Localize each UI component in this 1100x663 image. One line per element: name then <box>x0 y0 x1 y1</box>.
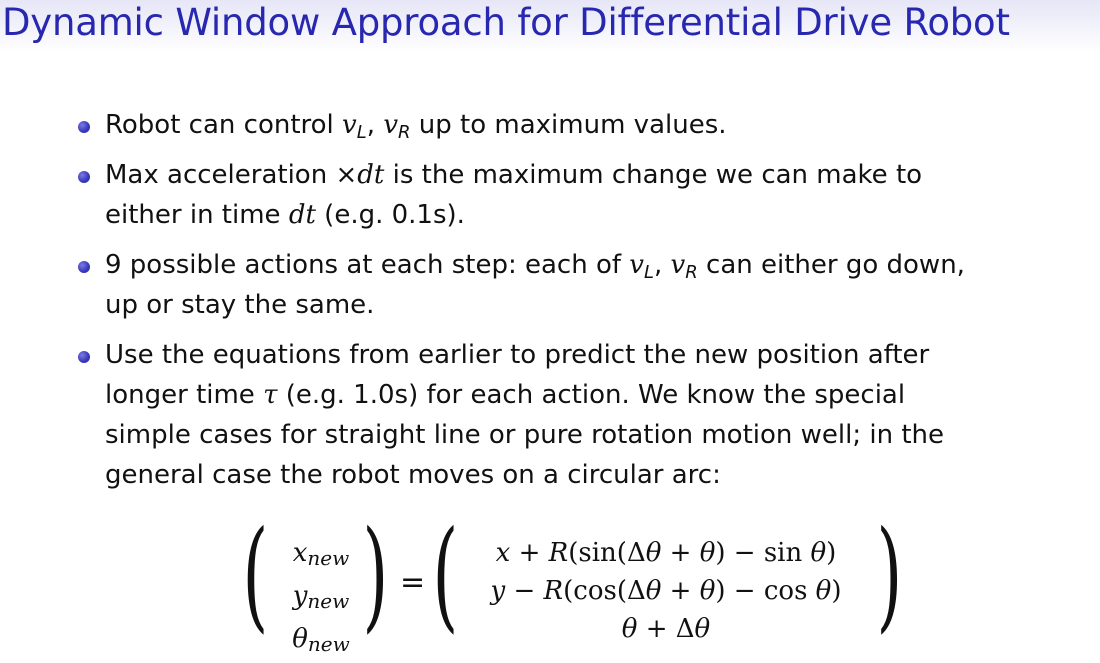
text-run: Max acceleration <box>105 160 336 190</box>
math-subscript: L <box>356 122 367 143</box>
text-run: ) <box>826 538 837 568</box>
equation-row <box>456 610 876 648</box>
math-symbol: θ <box>645 538 662 568</box>
math-symbol: v <box>670 250 686 280</box>
math-symbol: θ <box>645 576 662 606</box>
text-run: is the maximum change we can make to <box>384 160 923 190</box>
text-run: (cos(Δ <box>563 576 646 606</box>
text-run: + <box>661 538 700 568</box>
math-symbol: θ <box>699 576 716 606</box>
text-run: either in time <box>105 200 289 230</box>
text-run: (e.g. 0.1s). <box>315 200 465 230</box>
text-run: ) − sin <box>715 538 811 568</box>
right-paren-open: ( <box>432 506 459 645</box>
text-run: × <box>335 160 358 190</box>
math-subscript: R <box>685 262 698 283</box>
text-run: can either go down, <box>697 250 965 280</box>
equation-row <box>276 620 366 663</box>
bullet-line <box>105 110 727 148</box>
left-paren-close: ) <box>362 506 389 645</box>
text-run: Use the equations from earlier to predict the new position after <box>105 340 930 370</box>
math-symbol: y <box>490 576 506 606</box>
text-run: up to maximum values. <box>410 110 727 140</box>
equals-sign: = <box>400 565 426 600</box>
text-run: longer time <box>105 380 264 410</box>
motion-equation <box>242 506 926 656</box>
left-paren-open: ( <box>242 506 269 645</box>
text-run: up or stay the same. <box>105 290 375 320</box>
math-symbol: v <box>629 250 644 280</box>
math-symbol: θ <box>815 576 832 606</box>
right-paren-close: ) <box>876 506 903 645</box>
math-symbol: x <box>292 538 308 568</box>
math-symbol: θ <box>292 624 308 654</box>
math-subscript: new <box>307 546 350 570</box>
text-run: simple cases for straight line or pure rotation motion well; in the <box>105 420 945 450</box>
text-run: ) − cos <box>715 576 816 606</box>
math-symbol: dt <box>357 160 385 190</box>
math-symbol: R <box>548 538 569 568</box>
bullet-line <box>105 290 374 320</box>
text-run: ) <box>831 576 842 606</box>
math-symbol: x <box>495 538 511 568</box>
math-symbol: θ <box>810 538 827 568</box>
bullet-line <box>105 420 944 450</box>
equation-row <box>276 577 366 620</box>
math-symbol: R <box>543 576 564 606</box>
title-bar <box>0 0 1100 52</box>
math-symbol: dt <box>288 200 316 230</box>
math-symbol: θ <box>694 614 711 644</box>
text-run: 9 possible actions at each step: each of <box>105 250 630 280</box>
text-run: + <box>510 538 549 568</box>
bullet-line <box>105 460 721 490</box>
math-subscript: R <box>398 122 411 143</box>
equation-row <box>276 534 366 577</box>
text-run: (sin(Δ <box>568 538 646 568</box>
text-run: (e.g. 1.0s) for each action. We know the special <box>277 380 906 410</box>
bullet-icon <box>78 171 90 183</box>
bullet-icon <box>78 351 90 363</box>
text-run: + Δ <box>637 614 695 644</box>
bullet-line <box>105 200 465 230</box>
equation-lhs <box>276 534 366 663</box>
math-symbol: θ <box>621 614 638 644</box>
text-run: , <box>366 110 384 140</box>
bullet-line <box>105 340 929 370</box>
math-subscript: L <box>643 262 655 283</box>
equation-rhs <box>456 534 876 648</box>
equation-row <box>456 572 876 610</box>
text-run: + <box>661 576 700 606</box>
math-subscript: new <box>307 632 350 656</box>
math-symbol: v <box>383 110 399 140</box>
text-run: Robot can control <box>105 110 343 140</box>
math-symbol: τ <box>263 380 278 410</box>
bullet-line <box>105 380 905 410</box>
text-run: − <box>505 576 544 606</box>
bullet-line <box>105 250 965 288</box>
math-subscript: new <box>307 589 350 613</box>
math-symbol: θ <box>699 538 716 568</box>
text-run: general case the robot moves on a circular arc: <box>105 460 721 490</box>
math-symbol: y <box>292 581 308 611</box>
bullet-icon <box>78 121 90 133</box>
bullet-icon <box>78 261 90 273</box>
text-run: , <box>654 250 671 280</box>
bullet-line <box>105 160 922 190</box>
math-symbol: v <box>342 110 357 140</box>
equation-row <box>456 534 876 572</box>
slide-title: Dynamic Window Approach for Differential Drive Robot <box>2 1 1010 44</box>
